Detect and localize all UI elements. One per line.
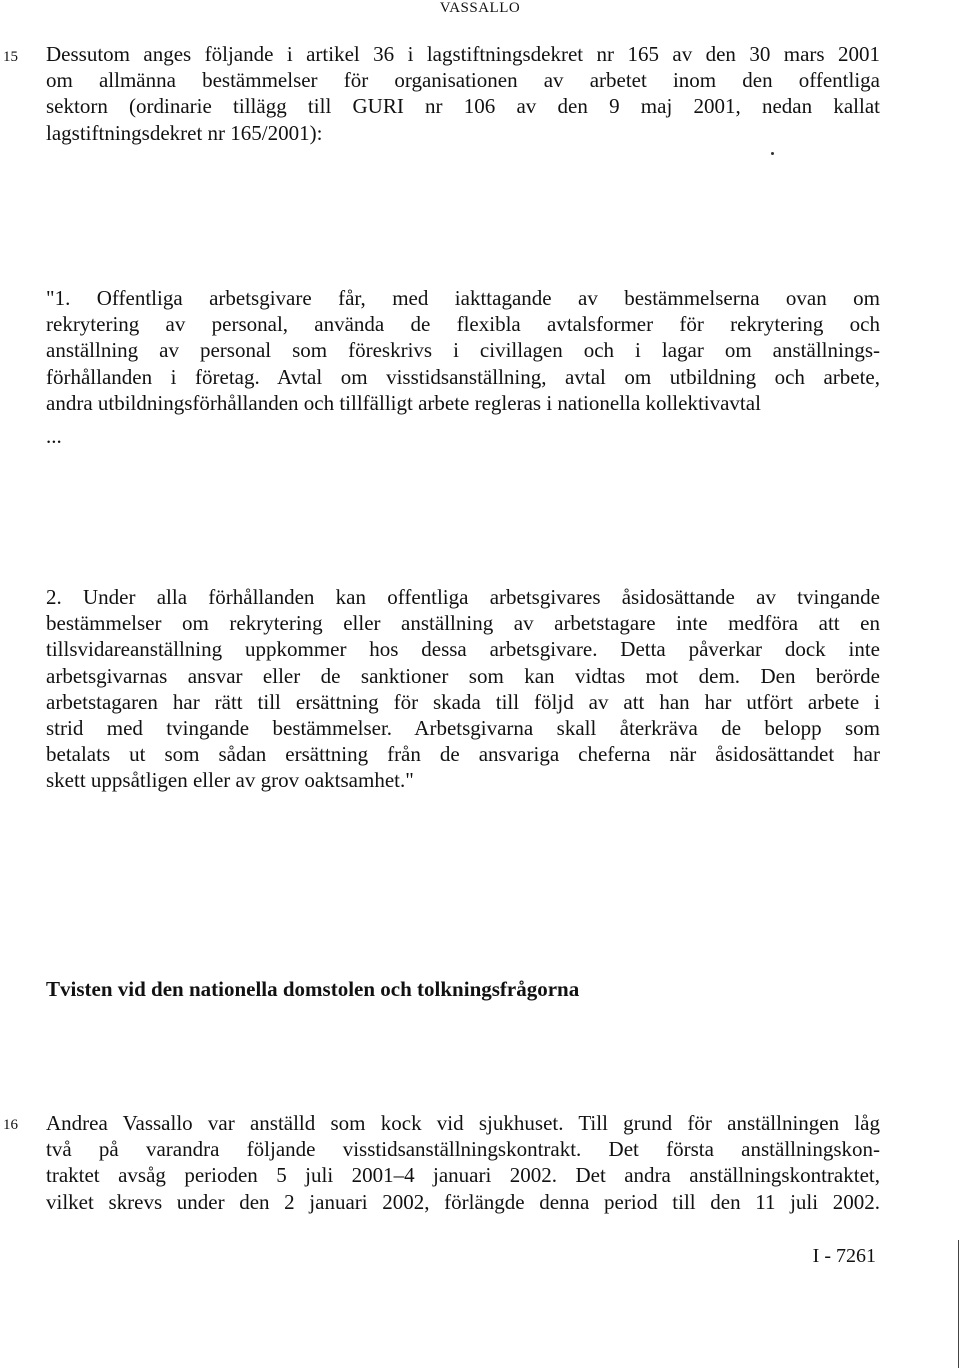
paragraph-15 (46, 41, 880, 146)
text-line: betalats ut som sådan ersättning från de ansvariga cheferna när åsidosättandet har (46, 742, 880, 767)
page-number: I - 7261 (812, 1245, 876, 1267)
paragraph-number-15: 15 (3, 49, 18, 65)
paragraph-16 (46, 1110, 880, 1215)
text-line: bestämmelser om rekrytering eller anställning av arbetstagare inte medföra att en (46, 611, 880, 636)
text-line: "1. Offentliga arbetsgivare får, med iakttagande av bestämmelserna ovan om (46, 286, 880, 310)
running-head: VASSALLO (439, 0, 521, 16)
text-line: anställning av personal som föreskrivs i civillagen och i lagar om anställnings- (46, 338, 880, 363)
text-line: två på varandra följande visstidsanställningskontrakt. Det första anställningskon- (46, 1137, 880, 1162)
text-line: traktet avsåg perioden 5 juli 2001–4 januari 2002. Det andra anställningskontraktet, (46, 1163, 880, 1188)
text-line: vilket skrevs under den 2 januari 2002, förlängde denna period till den 11 juli 2002. (46, 1189, 880, 1214)
text-line: sektorn (ordinarie tillägg till GURI nr 106 av den 9 maj 2001, nedan kallat (46, 94, 880, 119)
text-line: lagstiftningsdekret nr 165/2001): (46, 120, 323, 145)
text-line: strid med tvingande bestämmelser. Arbetsgivarna skall återkräva de belopp som (46, 716, 880, 741)
text-line: 2. Under alla förhållanden kan offentliga arbetsgivares åsidosättande av tvingande (46, 585, 880, 609)
text-line: Andrea Vassallo var anställd som kock vid sjukhuset. Till grund för anställningen låg (46, 1111, 880, 1135)
text-line: skett uppsåtligen eller av grov oaktsamhet." (46, 768, 414, 793)
text-line: arbetsgivarnas ansvar eller de sanktioner som kan vidtas mot dem. Den berörde (46, 663, 880, 688)
text-line: om allmänna bestämmelser för organisationen av arbetet inom den offentliga (46, 68, 880, 93)
quote-point-2 (46, 584, 880, 794)
quote-point-1 (46, 285, 880, 416)
edge-rule (958, 1240, 959, 1368)
text-line: förhållanden i företag. Avtal om visstidsanställning, avtal om utbildning och arbete, (46, 364, 880, 389)
text-line: arbetstagaren har rätt till ersättning för skada till följd av att han har utfört arbete i (46, 689, 880, 714)
text-line: Dessutom anges följande i artikel 36 i lagstiftningsdekret nr 165 av den 30 mars 2001 (46, 42, 880, 66)
paragraph-number-16: 16 (3, 1117, 18, 1133)
text-line: rekrytering av personal, använda de flexibla avtalsformer för rekrytering och (46, 312, 880, 337)
section-heading: Tvisten vid den nationella domstolen och tolkningsfrågorna (46, 977, 580, 1001)
text-line: andra utbildningsförhållanden och tillfälligt arbete regleras i nationella kollektivavtal (46, 390, 761, 415)
ellipsis: ... (46, 424, 62, 448)
text-line: tillsvidareanställning uppkommer hos dessa arbetsgivare. Detta påverkar dock inte (46, 637, 880, 662)
scan-speck (771, 152, 774, 155)
